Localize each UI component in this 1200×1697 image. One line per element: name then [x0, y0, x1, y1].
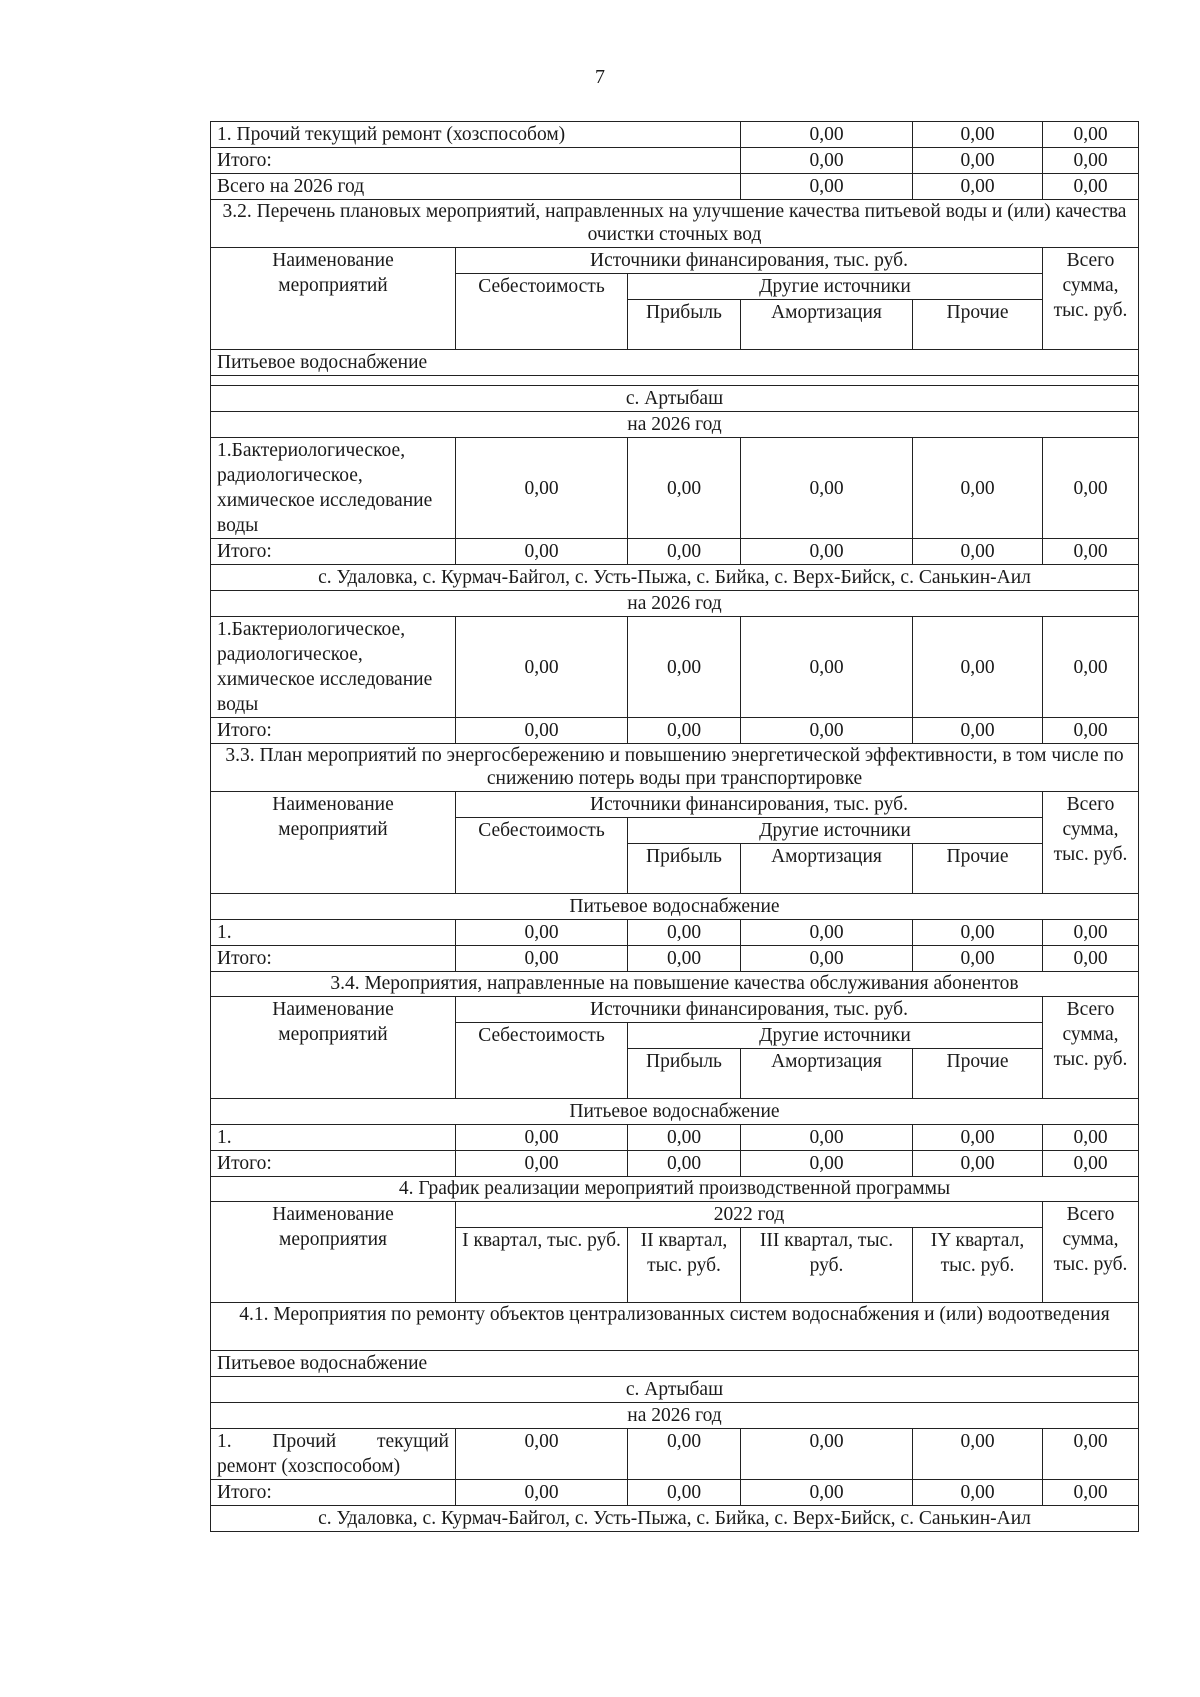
- value-cell: 0,00: [1043, 1429, 1139, 1480]
- header-cost: Себестоимость: [456, 1023, 628, 1099]
- header-row: [211, 997, 1139, 1023]
- value-cell: 0,00: [1043, 1480, 1139, 1506]
- header-q2: II квартал, тыс. руб.: [628, 1228, 741, 1303]
- header-cost: Себестоимость: [456, 274, 628, 350]
- section-title-row: [211, 1177, 1139, 1202]
- subsection-title: Питьевое водоснабжение: [211, 1351, 1139, 1377]
- section-title: 4. График реализации мероприятий производственной программы: [211, 1177, 1139, 1202]
- value-cell: 0,00: [913, 946, 1043, 972]
- activity-name: 1.Бактериологическое, радиологическое, химическое исследование воды: [211, 617, 456, 718]
- value-cell: 0,00: [913, 122, 1043, 148]
- value-cell: 0,00: [741, 438, 913, 539]
- header-q3: III квартал, тыс. руб.: [741, 1228, 913, 1303]
- value-cell: 0,00: [1043, 148, 1139, 174]
- header-amortization: Амортизация: [741, 844, 913, 894]
- table-row: [211, 438, 1139, 539]
- value-cell: 0,00: [741, 122, 913, 148]
- section-title-row: [211, 200, 1139, 248]
- value-cell: 0,00: [741, 174, 913, 200]
- value-cell: 0,00: [1043, 617, 1139, 718]
- value-cell: 0,00: [741, 539, 913, 565]
- value-cell: 0,00: [913, 438, 1043, 539]
- activity-name: [211, 1429, 456, 1480]
- header-name-col: Наименование мероприятия: [211, 1202, 456, 1303]
- value-cell: 0,00: [628, 1125, 741, 1151]
- header-cost: Себестоимость: [456, 818, 628, 894]
- value-cell: 0,00: [456, 1480, 628, 1506]
- year-row: [211, 412, 1139, 438]
- value-cell: 0,00: [1043, 539, 1139, 565]
- value-cell: 0,00: [741, 920, 913, 946]
- header-total: Всего сумма, тыс. руб.: [1043, 792, 1139, 894]
- year-title: на 2026 год: [211, 591, 1139, 617]
- subsection-title: Питьевое водоснабжение: [211, 1099, 1139, 1125]
- table-row: [211, 1125, 1139, 1151]
- header-profit: Прибыль: [628, 844, 741, 894]
- total-row: [211, 1480, 1139, 1506]
- item-word: Прочий: [272, 1431, 337, 1452]
- subsection-row: [211, 1351, 1139, 1377]
- row-label: 1. Прочий текущий ремонт (хозспособом): [211, 122, 741, 148]
- spacer-cell: [211, 376, 1139, 386]
- subsection-title: Питьевое водоснабжение: [211, 894, 1139, 920]
- header-row: [211, 1202, 1139, 1228]
- total-label: Итого:: [211, 946, 456, 972]
- value-cell: 0,00: [456, 920, 628, 946]
- value-cell: 0,00: [628, 539, 741, 565]
- value-cell: 0,00: [628, 1151, 741, 1177]
- value-cell: 0,00: [913, 539, 1043, 565]
- header-misc: Прочие: [913, 844, 1043, 894]
- subsection-row: [211, 894, 1139, 920]
- value-cell: 0,00: [913, 920, 1043, 946]
- activity-name-line1: [217, 1429, 449, 1454]
- value-cell: 0,00: [456, 1151, 628, 1177]
- value-cell: 0,00: [741, 617, 913, 718]
- header-q1: I квартал, тыс. руб.: [456, 1228, 628, 1303]
- header-profit: Прибыль: [628, 300, 741, 350]
- total-row: [211, 1151, 1139, 1177]
- header-other: Другие источники: [628, 818, 1043, 844]
- header-year: 2022 год: [456, 1202, 1043, 1228]
- section-title: 3.4. Мероприятия, направленные на повышение качества обслуживания абонентов: [211, 972, 1139, 997]
- value-cell: 0,00: [913, 617, 1043, 718]
- header-name-col: Наименование мероприятий: [211, 997, 456, 1099]
- value-cell: 0,00: [741, 1125, 913, 1151]
- value-cell: 0,00: [741, 718, 913, 744]
- subsection-row: [211, 1099, 1139, 1125]
- header-misc: Прочие: [913, 1049, 1043, 1099]
- year-row: [211, 1403, 1139, 1429]
- value-cell: 0,00: [1043, 946, 1139, 972]
- header-total: Всего сумма, тыс. руб.: [1043, 248, 1139, 350]
- locality-row: [211, 1506, 1139, 1532]
- value-cell: 0,00: [628, 438, 741, 539]
- value-cell: 0,00: [628, 920, 741, 946]
- value-cell: 0,00: [628, 1480, 741, 1506]
- value-cell: 0,00: [913, 1151, 1043, 1177]
- header-sources: Источники финансирования, тыс. руб.: [456, 248, 1043, 274]
- total-row: [211, 946, 1139, 972]
- header-name-col: Наименование мероприятий: [211, 792, 456, 894]
- value-cell: 0,00: [456, 617, 628, 718]
- row-label: Итого:: [211, 148, 741, 174]
- table-row: [211, 617, 1139, 718]
- item-number: 1.: [217, 1431, 232, 1452]
- total-label: Итого:: [211, 539, 456, 565]
- value-cell: 0,00: [741, 148, 913, 174]
- total-label: Итого:: [211, 718, 456, 744]
- value-cell: 0,00: [628, 718, 741, 744]
- locality-title: с. Артыбаш: [211, 386, 1139, 412]
- value-cell: 0,00: [913, 174, 1043, 200]
- header-row: [211, 248, 1139, 274]
- value-cell: 0,00: [913, 148, 1043, 174]
- header-amortization: Амортизация: [741, 1049, 913, 1099]
- year-title: на 2026 год: [211, 412, 1139, 438]
- year-title: на 2026 год: [211, 1403, 1139, 1429]
- activity-name-line2: ремонт (хозспособом): [217, 1456, 401, 1477]
- table-row: [211, 920, 1139, 946]
- page-number: 7: [595, 66, 605, 88]
- value-cell: 0,00: [1043, 122, 1139, 148]
- value-cell: 0,00: [1043, 174, 1139, 200]
- locality-title: с. Артыбаш: [211, 1377, 1139, 1403]
- value-cell: 0,00: [628, 946, 741, 972]
- header-sources: Источники финансирования, тыс. руб.: [456, 997, 1043, 1023]
- header-total: Всего сумма, тыс. руб.: [1043, 997, 1139, 1099]
- header-misc: Прочие: [913, 300, 1043, 350]
- header-q4: IY квартал, тыс. руб.: [913, 1228, 1043, 1303]
- header-total: Всего сумма, тыс. руб.: [1043, 1202, 1139, 1303]
- header-other: Другие источники: [628, 1023, 1043, 1049]
- value-cell: 0,00: [1043, 1125, 1139, 1151]
- header-profit: Прибыль: [628, 1049, 741, 1099]
- table-row: [211, 122, 1139, 148]
- section-title: 3.2. Перечень плановых мероприятий, направленных на улучшение качества питьевой воды и (или) качества очистки сточных вод: [211, 200, 1139, 248]
- value-cell: 0,00: [913, 718, 1043, 744]
- table-row: [211, 148, 1139, 174]
- value-cell: 0,00: [456, 946, 628, 972]
- value-cell: 0,00: [913, 1429, 1043, 1480]
- activity-name: 1.: [211, 920, 456, 946]
- row-label: Всего на 2026 год: [211, 174, 741, 200]
- value-cell: 0,00: [1043, 920, 1139, 946]
- value-cell: 0,00: [741, 1429, 913, 1480]
- value-cell: 0,00: [1043, 718, 1139, 744]
- total-row: [211, 539, 1139, 565]
- section-title-row: [211, 972, 1139, 997]
- total-label: Итого:: [211, 1480, 456, 1506]
- section-title: 4.1. Мероприятия по ремонту объектов централизованных систем водоснабжения и (или) водоотведения: [211, 1303, 1139, 1351]
- value-cell: 0,00: [456, 718, 628, 744]
- value-cell: 0,00: [913, 1480, 1043, 1506]
- item-word: текущий: [376, 1431, 449, 1452]
- value-cell: 0,00: [456, 438, 628, 539]
- table-row: [211, 174, 1139, 200]
- total-label: Итого:: [211, 1151, 456, 1177]
- section-title-row: [211, 1303, 1139, 1351]
- subsection-title: Питьевое водоснабжение: [211, 350, 1139, 376]
- header-other: Другие источники: [628, 274, 1043, 300]
- section-title: 3.3. План мероприятий по энергосбережению и повышению энергетической эффективности, в том числе по снижению потерь воды при транспортировке: [211, 744, 1139, 792]
- value-cell: 0,00: [1043, 1151, 1139, 1177]
- value-cell: 0,00: [741, 1480, 913, 1506]
- header-sources: Источники финансирования, тыс. руб.: [456, 792, 1043, 818]
- subsection-row: [211, 350, 1139, 376]
- locality-row: [211, 386, 1139, 412]
- spacer-row: [211, 376, 1139, 386]
- value-cell: 0,00: [741, 946, 913, 972]
- value-cell: 0,00: [628, 617, 741, 718]
- value-cell: 0,00: [456, 1429, 628, 1480]
- year-row: [211, 591, 1139, 617]
- value-cell: 0,00: [741, 1151, 913, 1177]
- header-amortization: Амортизация: [741, 300, 913, 350]
- value-cell: 0,00: [628, 1429, 741, 1480]
- header-name-col: Наименование мероприятий: [211, 248, 456, 350]
- total-row: [211, 718, 1139, 744]
- locality-title: с. Удаловка, с. Курмач-Байгол, с. Усть-Пыжа, с. Бийка, с. Верх-Бийск, с. Санькин-Аил: [211, 1506, 1139, 1532]
- activity-name: 1.: [211, 1125, 456, 1151]
- program-table: [210, 121, 1139, 1532]
- locality-row: [211, 1377, 1139, 1403]
- table-row: [211, 1429, 1139, 1480]
- value-cell: 0,00: [913, 1125, 1043, 1151]
- value-cell: 0,00: [456, 1125, 628, 1151]
- section-title-row: [211, 744, 1139, 792]
- activity-name: 1.Бактериологическое, радиологическое, химическое исследование воды: [211, 438, 456, 539]
- locality-title: с. Удаловка, с. Курмач-Байгол, с. Усть-Пыжа, с. Бийка, с. Верх-Бийск, с. Санькин-Аил: [211, 565, 1139, 591]
- value-cell: 0,00: [456, 539, 628, 565]
- locality-row: [211, 565, 1139, 591]
- value-cell: 0,00: [1043, 438, 1139, 539]
- header-row: [211, 792, 1139, 818]
